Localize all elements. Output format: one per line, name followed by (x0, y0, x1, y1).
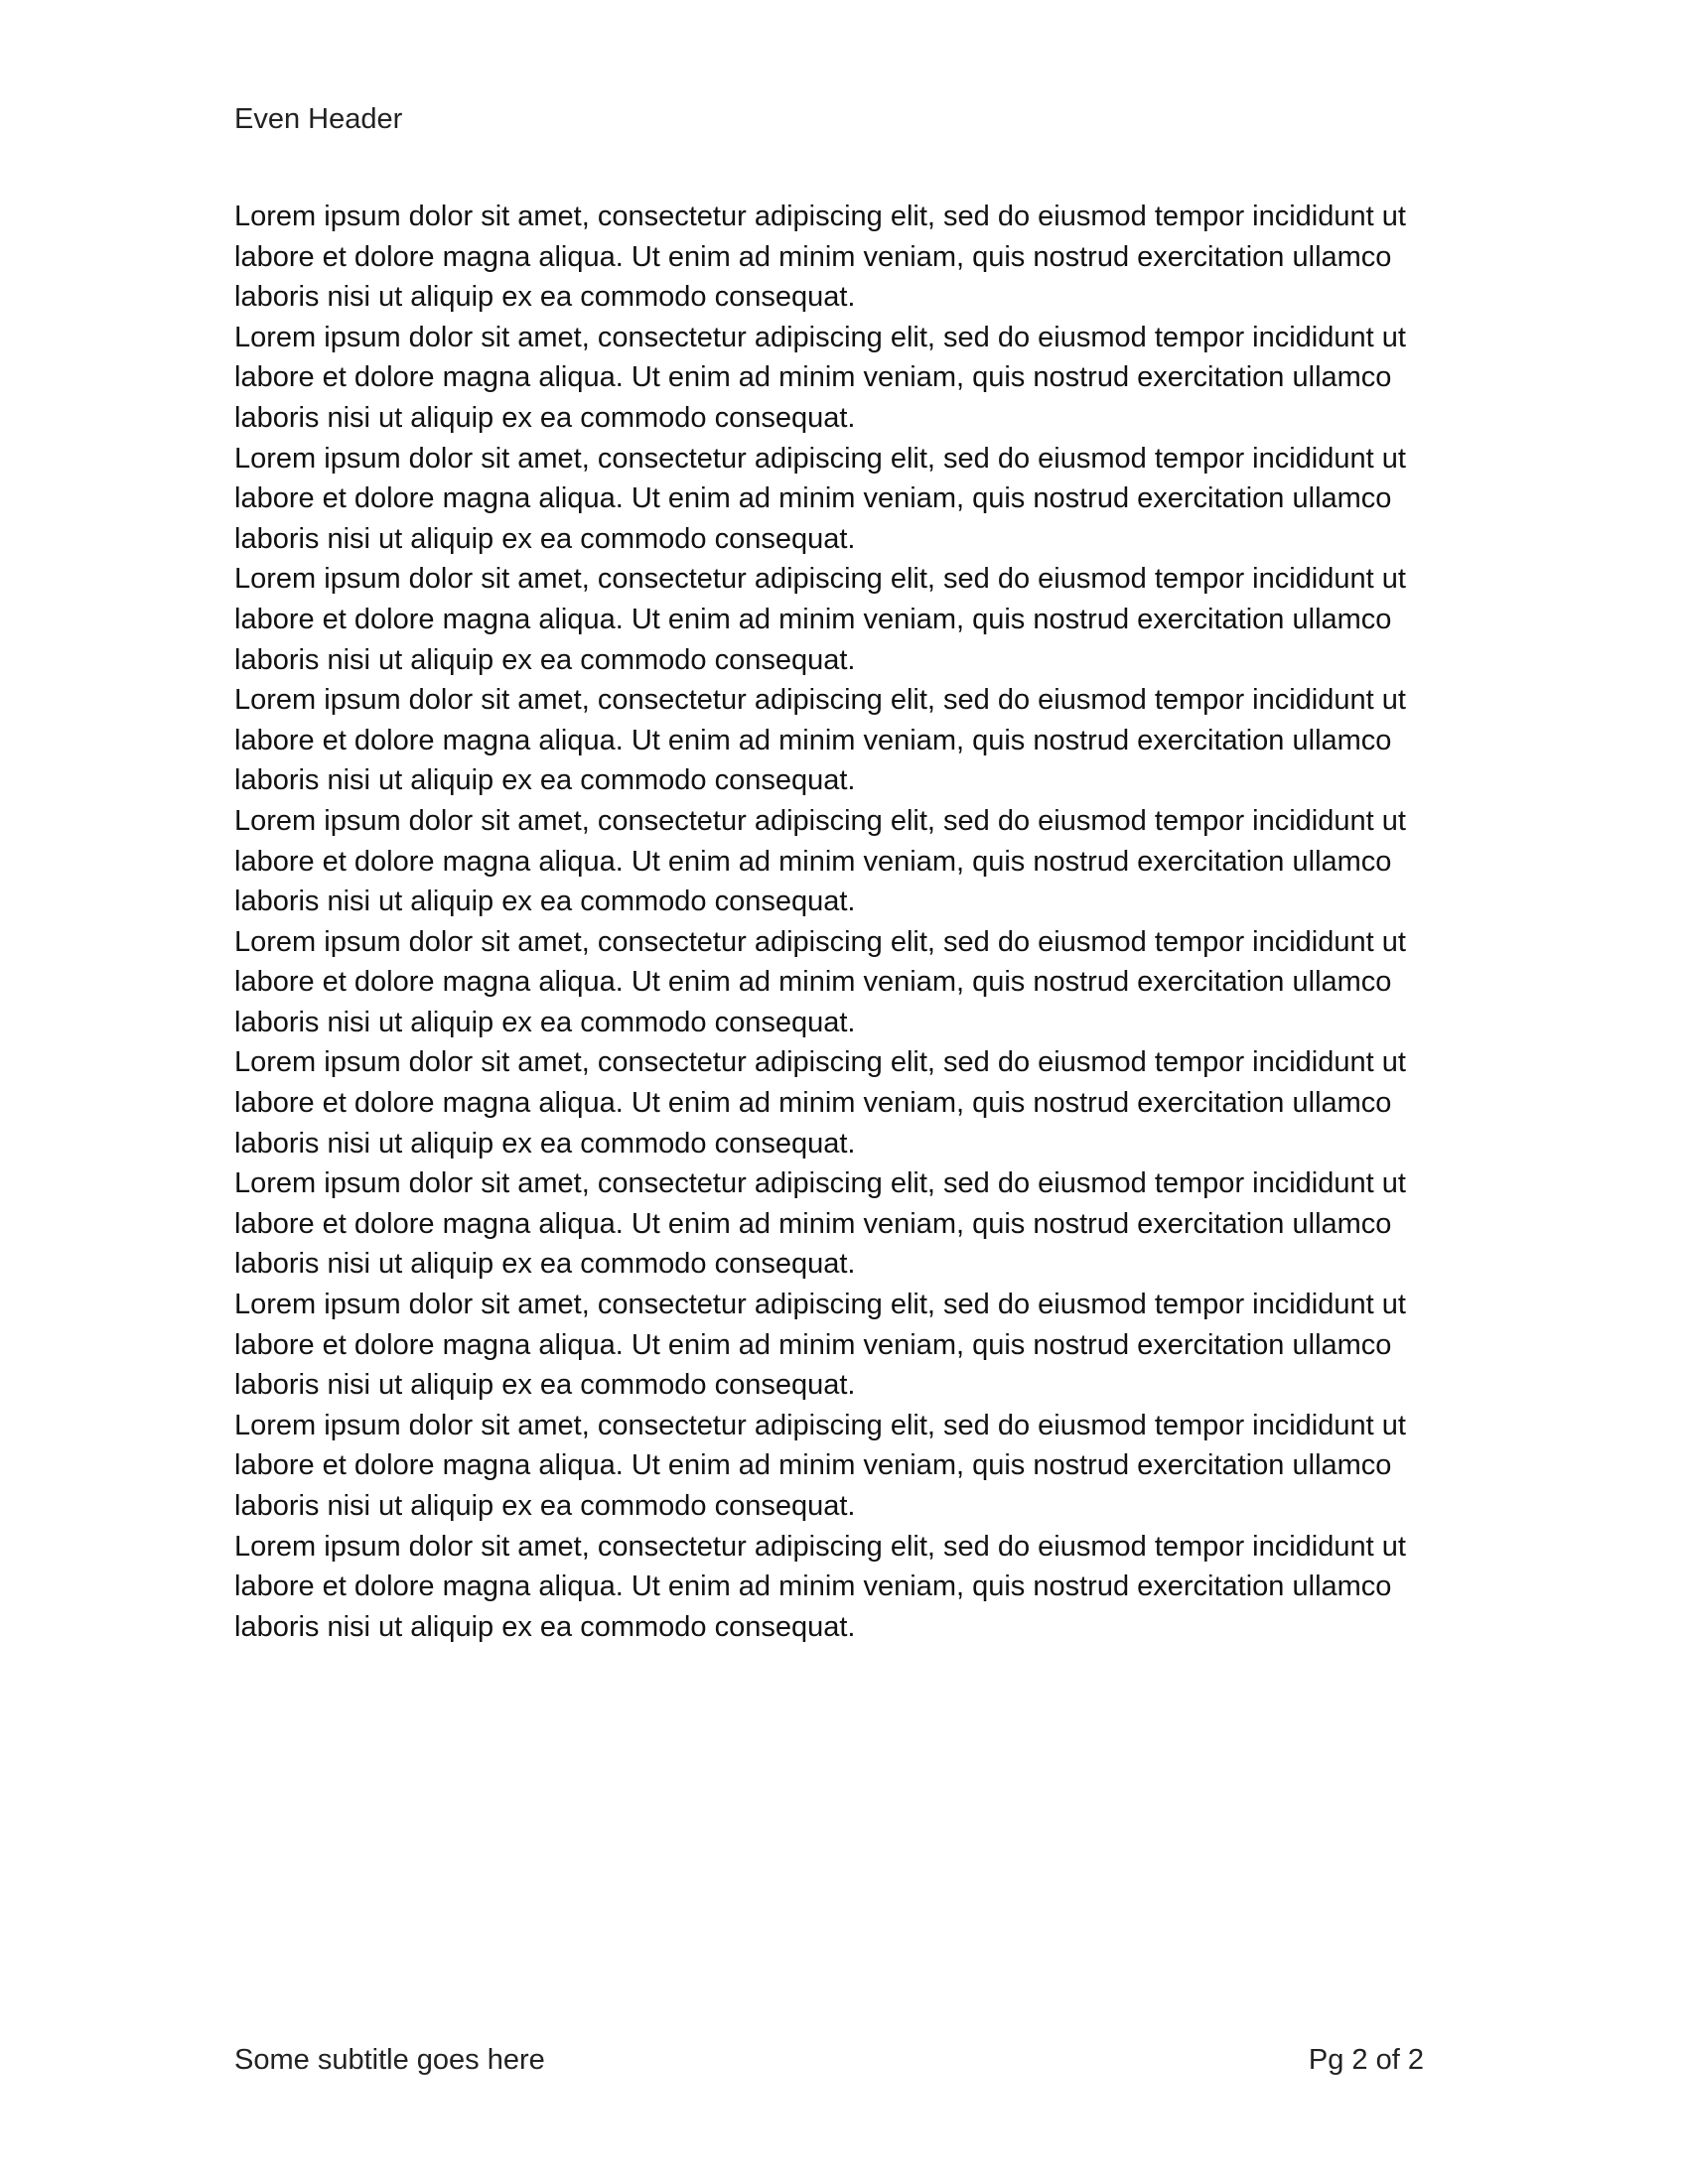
paragraph: Lorem ipsum dolor sit amet, consectetur adipiscing elit, sed do eiusmod tempor incididunt ut labore et dolore magna aliqua. Ut enim ad minim veniam, quis nostrud exercitation ullamco laboris nisi ut aliquip ex ea commodo consequat. (234, 1530, 1406, 1643)
paragraph: Lorem ipsum dolor sit amet, consectetur adipiscing elit, sed do eiusmod tempor incididunt ut labore et dolore magna aliqua. Ut enim ad minim veniam, quis nostrud exercitation ullamco laboris nisi ut aliquip ex ea commodo consequat. (234, 804, 1406, 918)
paragraph: Lorem ipsum dolor sit amet, consectetur adipiscing elit, sed do eiusmod tempor incididunt ut labore et dolore magna aliqua. Ut enim ad minim veniam, quis nostrud exercitation ullamco laboris nisi ut aliquip ex ea commodo consequat. (234, 684, 1406, 797)
running-header: Even Header (234, 103, 403, 135)
paragraph: Lorem ipsum dolor sit amet, consectetur adipiscing elit, sed do eiusmod tempor incididunt ut labore et dolore magna aliqua. Ut enim ad minim veniam, quis nostrud exercitation ullamco laboris nisi ut aliquip ex ea commodo consequat. (234, 1289, 1406, 1402)
paragraph: Lorem ipsum dolor sit amet, consectetur adipiscing elit, sed do eiusmod tempor incididunt ut labore et dolore magna aliqua. Ut enim ad minim veniam, quis nostrud exercitation ullamco laboris nisi ut aliquip ex ea commodo consequat. (234, 201, 1406, 314)
paragraph: Lorem ipsum dolor sit amet, consectetur adipiscing elit, sed do eiusmod tempor incididunt ut labore et dolore magna aliqua. Ut enim ad minim veniam, quis nostrud exercitation ullamco laboris nisi ut aliquip ex ea commodo consequat. (234, 1409, 1406, 1522)
paragraph: Lorem ipsum dolor sit amet, consectetur adipiscing elit, sed do eiusmod tempor incididunt ut labore et dolore magna aliqua. Ut enim ad minim veniam, quis nostrud exercitation ullamco laboris nisi ut aliquip ex ea commodo consequat. (234, 925, 1406, 1038)
paragraph: Lorem ipsum dolor sit amet, consectetur adipiscing elit, sed do eiusmod tempor incididunt ut labore et dolore magna aliqua. Ut enim ad minim veniam, quis nostrud exercitation ullamco laboris nisi ut aliquip ex ea commodo consequat. (234, 563, 1406, 676)
paragraph: Lorem ipsum dolor sit amet, consectetur adipiscing elit, sed do eiusmod tempor incididunt ut labore et dolore magna aliqua. Ut enim ad minim veniam, quis nostrud exercitation ullamco laboris nisi ut aliquip ex ea commodo consequat. (234, 1167, 1406, 1281)
paragraph: Lorem ipsum dolor sit amet, consectetur adipiscing elit, sed do eiusmod tempor incididunt ut labore et dolore magna aliqua. Ut enim ad minim veniam, quis nostrud exercitation ullamco laboris nisi ut aliquip ex ea commodo consequat. (234, 321, 1406, 434)
body-text (234, 197, 1446, 1647)
page-number: Pg 2 of 2 (1308, 2044, 1424, 2076)
paragraph: Lorem ipsum dolor sit amet, consectetur adipiscing elit, sed do eiusmod tempor incididunt ut labore et dolore magna aliqua. Ut enim ad minim veniam, quis nostrud exercitation ullamco laboris nisi ut aliquip ex ea commodo consequat. (234, 442, 1406, 555)
paragraph: Lorem ipsum dolor sit amet, consectetur adipiscing elit, sed do eiusmod tempor incididunt ut labore et dolore magna aliqua. Ut enim ad minim veniam, quis nostrud exercitation ullamco laboris nisi ut aliquip ex ea commodo consequat. (234, 1046, 1406, 1160)
footer-subtitle: Some subtitle goes here (234, 2044, 545, 2076)
page-footer (234, 2038, 1424, 2082)
